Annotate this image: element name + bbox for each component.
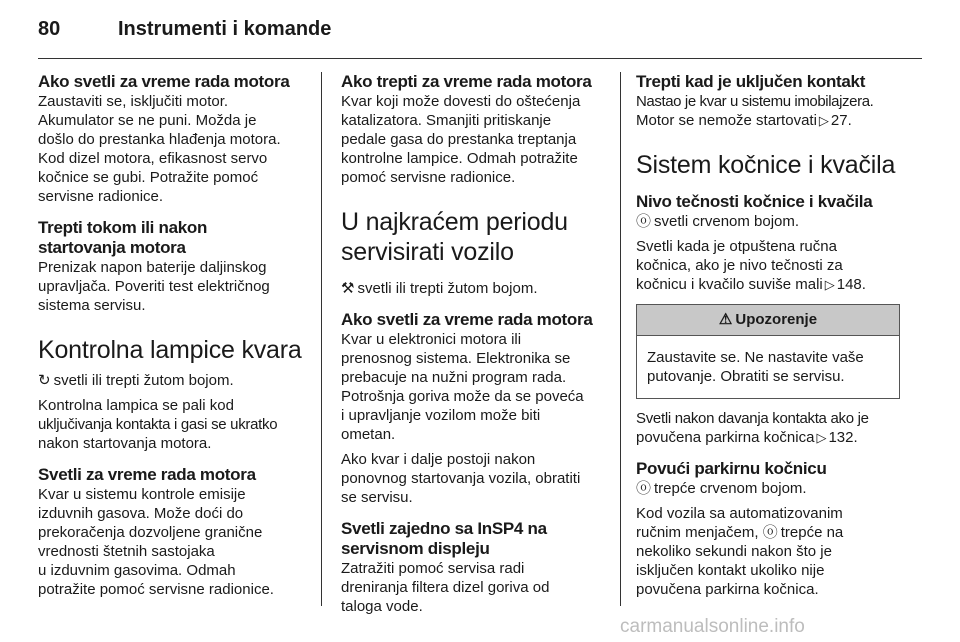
heading-svetli-rada-motora: Ako svetli za vreme rada motora	[38, 72, 290, 91]
icon-line	[636, 212, 908, 231]
heading-insp4: Svetli zajedno sa InSP4 na	[341, 519, 547, 538]
body-line	[636, 428, 908, 447]
heading-insp4-2: servisnom displeju	[341, 539, 490, 558]
body-line	[636, 523, 908, 542]
warning-line: Zaustavite se. Ne nastavite vaše	[647, 349, 864, 366]
icon-line	[341, 279, 613, 298]
body-line: servisne radionice.	[38, 188, 164, 205]
body-line	[636, 111, 908, 130]
column-divider-1	[321, 72, 322, 606]
body-text: ručnim menjačem,	[636, 524, 759, 541]
body-line: Kvar u sistemu kontrole emisije	[38, 486, 246, 503]
column-1	[38, 72, 310, 599]
body-text: povučena parkirna kočnica	[636, 429, 815, 446]
page-header	[38, 14, 922, 52]
heading-trepti-tokom-2: startovanja motora	[38, 238, 186, 257]
column-2	[341, 72, 613, 616]
body-line: kočnica, ako je nivo tečnosti za	[636, 257, 843, 274]
section-title-servisirati: U najkraćem periodu	[341, 208, 568, 236]
heading-trepti-kontakt: Trepti kad je uključen kontakt	[636, 72, 866, 91]
engine-warning-icon: ↻	[38, 372, 51, 389]
body-line: Kod vozila sa automatizovanim	[636, 505, 843, 522]
body-line: ponovnog startovanja vozila, obratiti	[341, 470, 581, 487]
body-line: sistema servisu.	[38, 297, 146, 314]
heading-nivo-tecnosti: Nivo tečnosti kočnice i kvačila	[636, 192, 873, 211]
body-line: nekoliko sekundi nakon što je	[636, 543, 832, 560]
body-line: Zatražiti pomoć servisa radi	[341, 560, 525, 577]
warning-title: Upozorenje	[735, 311, 818, 328]
body-line: prekoračenja dozvoljene granične	[38, 524, 263, 541]
heading-svetli-rada-motora-2: Svetli za vreme rada motora	[38, 465, 256, 484]
body-line: taloga vode.	[341, 598, 423, 615]
page-ref[interactable]: 132.	[828, 429, 858, 446]
brake-warning-icon: ⓞ	[636, 213, 652, 230]
heading-svetli-rada-motora-3: Ako svetli za vreme rada motora	[341, 310, 593, 329]
heading-povuci-kocnicu: Povući parkirnu kočnicu	[636, 459, 827, 478]
body-line: kočnice se gubi. Potražite pomoć	[38, 169, 259, 186]
body-line: potražite pomoć servisne radionice.	[38, 581, 274, 598]
chapter-title: Instrumenti i komande	[118, 18, 332, 40]
body-line: dreniranja filtera dizel goriva od	[341, 579, 550, 596]
section-title-sistem-kocnice: Sistem kočnice i kvačila	[636, 151, 896, 179]
warning-line: putovanje. Obratiti se servisu.	[647, 368, 845, 385]
page-ref-arrow-icon: ▷	[824, 277, 835, 292]
watermark: carmanualsonline.info	[620, 616, 805, 637]
icon-line-text: svetli ili trepti žutom bojom.	[53, 372, 234, 389]
body-line: ometan.	[341, 426, 396, 443]
body-line: Akumulator se ne puni. Možda je	[38, 112, 257, 129]
body-line	[636, 275, 908, 294]
column-3	[636, 72, 908, 599]
icon-line-text: svetli crvenom bojom.	[654, 213, 800, 230]
page-ref[interactable]: 148.	[836, 276, 866, 293]
body-line: katalizatora. Smanjiti pritiskanje	[341, 112, 552, 129]
body-line: Ako kvar i dalje postoji nakon	[341, 451, 536, 468]
body-line: uključivanja kontakta i gasi se ukratko	[38, 416, 278, 433]
body-line: upravljača. Poveriti test električnog	[38, 278, 270, 295]
body-text: trepće na	[780, 524, 844, 541]
body-line: prebacuje na nužni program rada.	[341, 369, 567, 386]
section-title-servisirati-2: servisirati vozilo	[341, 238, 514, 266]
body-line: pedale gasa do prestanka treptanja	[341, 131, 577, 148]
body-line: došlo do prestanka hlađenja motora.	[38, 131, 281, 148]
warning-body	[637, 336, 899, 398]
body-line: i upravljanje vozilom može biti	[341, 407, 541, 424]
body-line: isključen kontakt ukoliko nije	[636, 562, 825, 579]
warning-triangle-icon: ⚠	[718, 311, 733, 328]
page-number: 80	[38, 18, 61, 40]
body-line: kontrolne lampice. Odmah potražite	[341, 150, 578, 167]
body-line: povučena parkirna kočnica.	[636, 581, 819, 598]
warning-box	[636, 304, 900, 399]
page-ref-arrow-icon: ▷	[816, 430, 827, 445]
body-line: se servisu.	[341, 489, 413, 506]
body-line: Kontrolna lampica se pali kod	[38, 397, 234, 414]
wrench-service-icon: ⚒	[341, 280, 355, 297]
body-line: Kvar koji može dovesti do oštećenja	[341, 93, 581, 110]
body-line: Kod dizel motora, efikasnost servo	[38, 150, 268, 167]
parking-brake-icon: ⓞ	[636, 480, 652, 497]
body-line: Zaustaviti se, isključiti motor.	[38, 93, 229, 110]
body-line: prenosnog sistema. Elektronika se	[341, 350, 571, 367]
body-line: Kvar u elektronici motora ili	[341, 331, 522, 348]
header-rule	[38, 58, 922, 59]
body-line: nakon startovanja motora.	[38, 435, 212, 452]
body-text: kočnicu i kvačilo suviše mali	[636, 276, 823, 293]
body-line: Svetli kada je otpuštena ručna	[636, 238, 837, 255]
heading-trepti-tokom: Trepti tokom ili nakon	[38, 218, 208, 237]
body-line: izduvnih gasova. Može doći do	[38, 505, 244, 522]
page-ref-arrow-icon: ▷	[818, 113, 829, 128]
icon-line	[38, 371, 310, 390]
section-title-kontrolna-lampica: Kontrolna lampice kvara	[38, 336, 302, 364]
icon-line	[636, 479, 908, 498]
body-line: Nastao je kvar u sistemu imobilajzera.	[636, 93, 874, 110]
body-line: vrednosti štetnih sastojaka	[38, 543, 215, 560]
warning-header	[637, 305, 899, 336]
body-line: Svetli nakon davanja kontakta ako je	[636, 410, 869, 427]
body-line: u izduvnim gasovima. Odmah	[38, 562, 236, 579]
icon-line-text: svetli ili trepti žutom bojom.	[357, 280, 538, 297]
column-divider-2	[620, 72, 621, 606]
page-ref[interactable]: 27.	[830, 112, 852, 129]
body-line: Prenizak napon baterije daljinskog	[38, 259, 267, 276]
body-line: Potrošnja goriva može da se poveća	[341, 388, 584, 405]
heading-trepti-rada-motora: Ako trepti za vreme rada motora	[341, 72, 592, 91]
body-text: Motor se nemože startovati	[636, 112, 817, 129]
parking-brake-icon: ⓞ	[762, 524, 778, 541]
body-line: pomoć servisne radionice.	[341, 169, 516, 186]
icon-line-text: trepće crvenom bojom.	[654, 480, 807, 497]
